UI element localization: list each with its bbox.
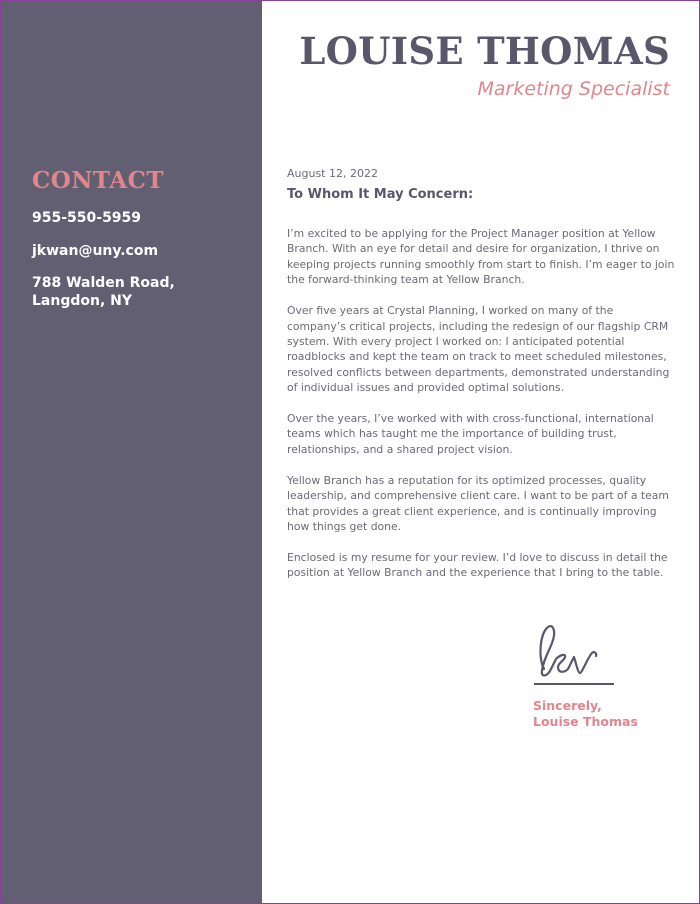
signature-icon (534, 617, 614, 687)
applicant-title: Marketing Specialist (477, 78, 670, 100)
signature-line (534, 683, 614, 685)
contact-address-line2: Langdon, NY (32, 293, 133, 309)
letter-paragraph: Over the years, I’ve worked with with cross-functional, international teams which has taught me the importance of building trust, relationships, and a shared project vision. (287, 412, 654, 456)
closing (533, 698, 638, 730)
letter-paragraph: Yellow Branch has a reputation for its optimized processes, quality leadership, and comprehensive client care. I want to be part of a team that provides a great client experience, and is continually improving how things get done. (287, 473, 669, 533)
letter-paragraph: Enclosed is my resume for your review. I’d love to discuss in detail the position at Yellow Branch and the experience that I bring to the table. (287, 550, 668, 580)
closing-name: Louise Thomas (533, 714, 638, 729)
contact-heading: CONTACT (32, 167, 164, 194)
contact-phone: 955-550-5959 (32, 210, 142, 226)
letter-paragraph: I’m excited to be applying for the Project Manager position at Yellow Branch. With an eye for detail and desire for organization, I thrive on keeping projects running smoothly from start to finish. I’m eager to join the forward-thinking team at Yellow Branch. (287, 227, 675, 287)
contact-address-line1: 788 Walden Road, (32, 275, 175, 291)
letter-paragraph: Over five years at Crystal Planning, I worked on many of the company’s critical projects, including the redesign of our flagship CRM system. With every project I worked on: I anticipated potential roadblocks and kept the team on track to meet scheduled milestones, resolved conflicts between departments, demonstrated understanding of individual issues and provided optimal solutions. (287, 304, 670, 395)
letter-salutation: To Whom It May Concern: (287, 187, 474, 202)
letter-date: August 12, 2022 (287, 167, 378, 180)
applicant-name: LOUISE THOMAS (299, 29, 670, 73)
letter-body (287, 167, 675, 581)
closing-sincerely: Sincerely, (533, 698, 602, 713)
sidebar (1, 1, 262, 904)
contact-email: jkwan@uny.com (32, 243, 159, 259)
